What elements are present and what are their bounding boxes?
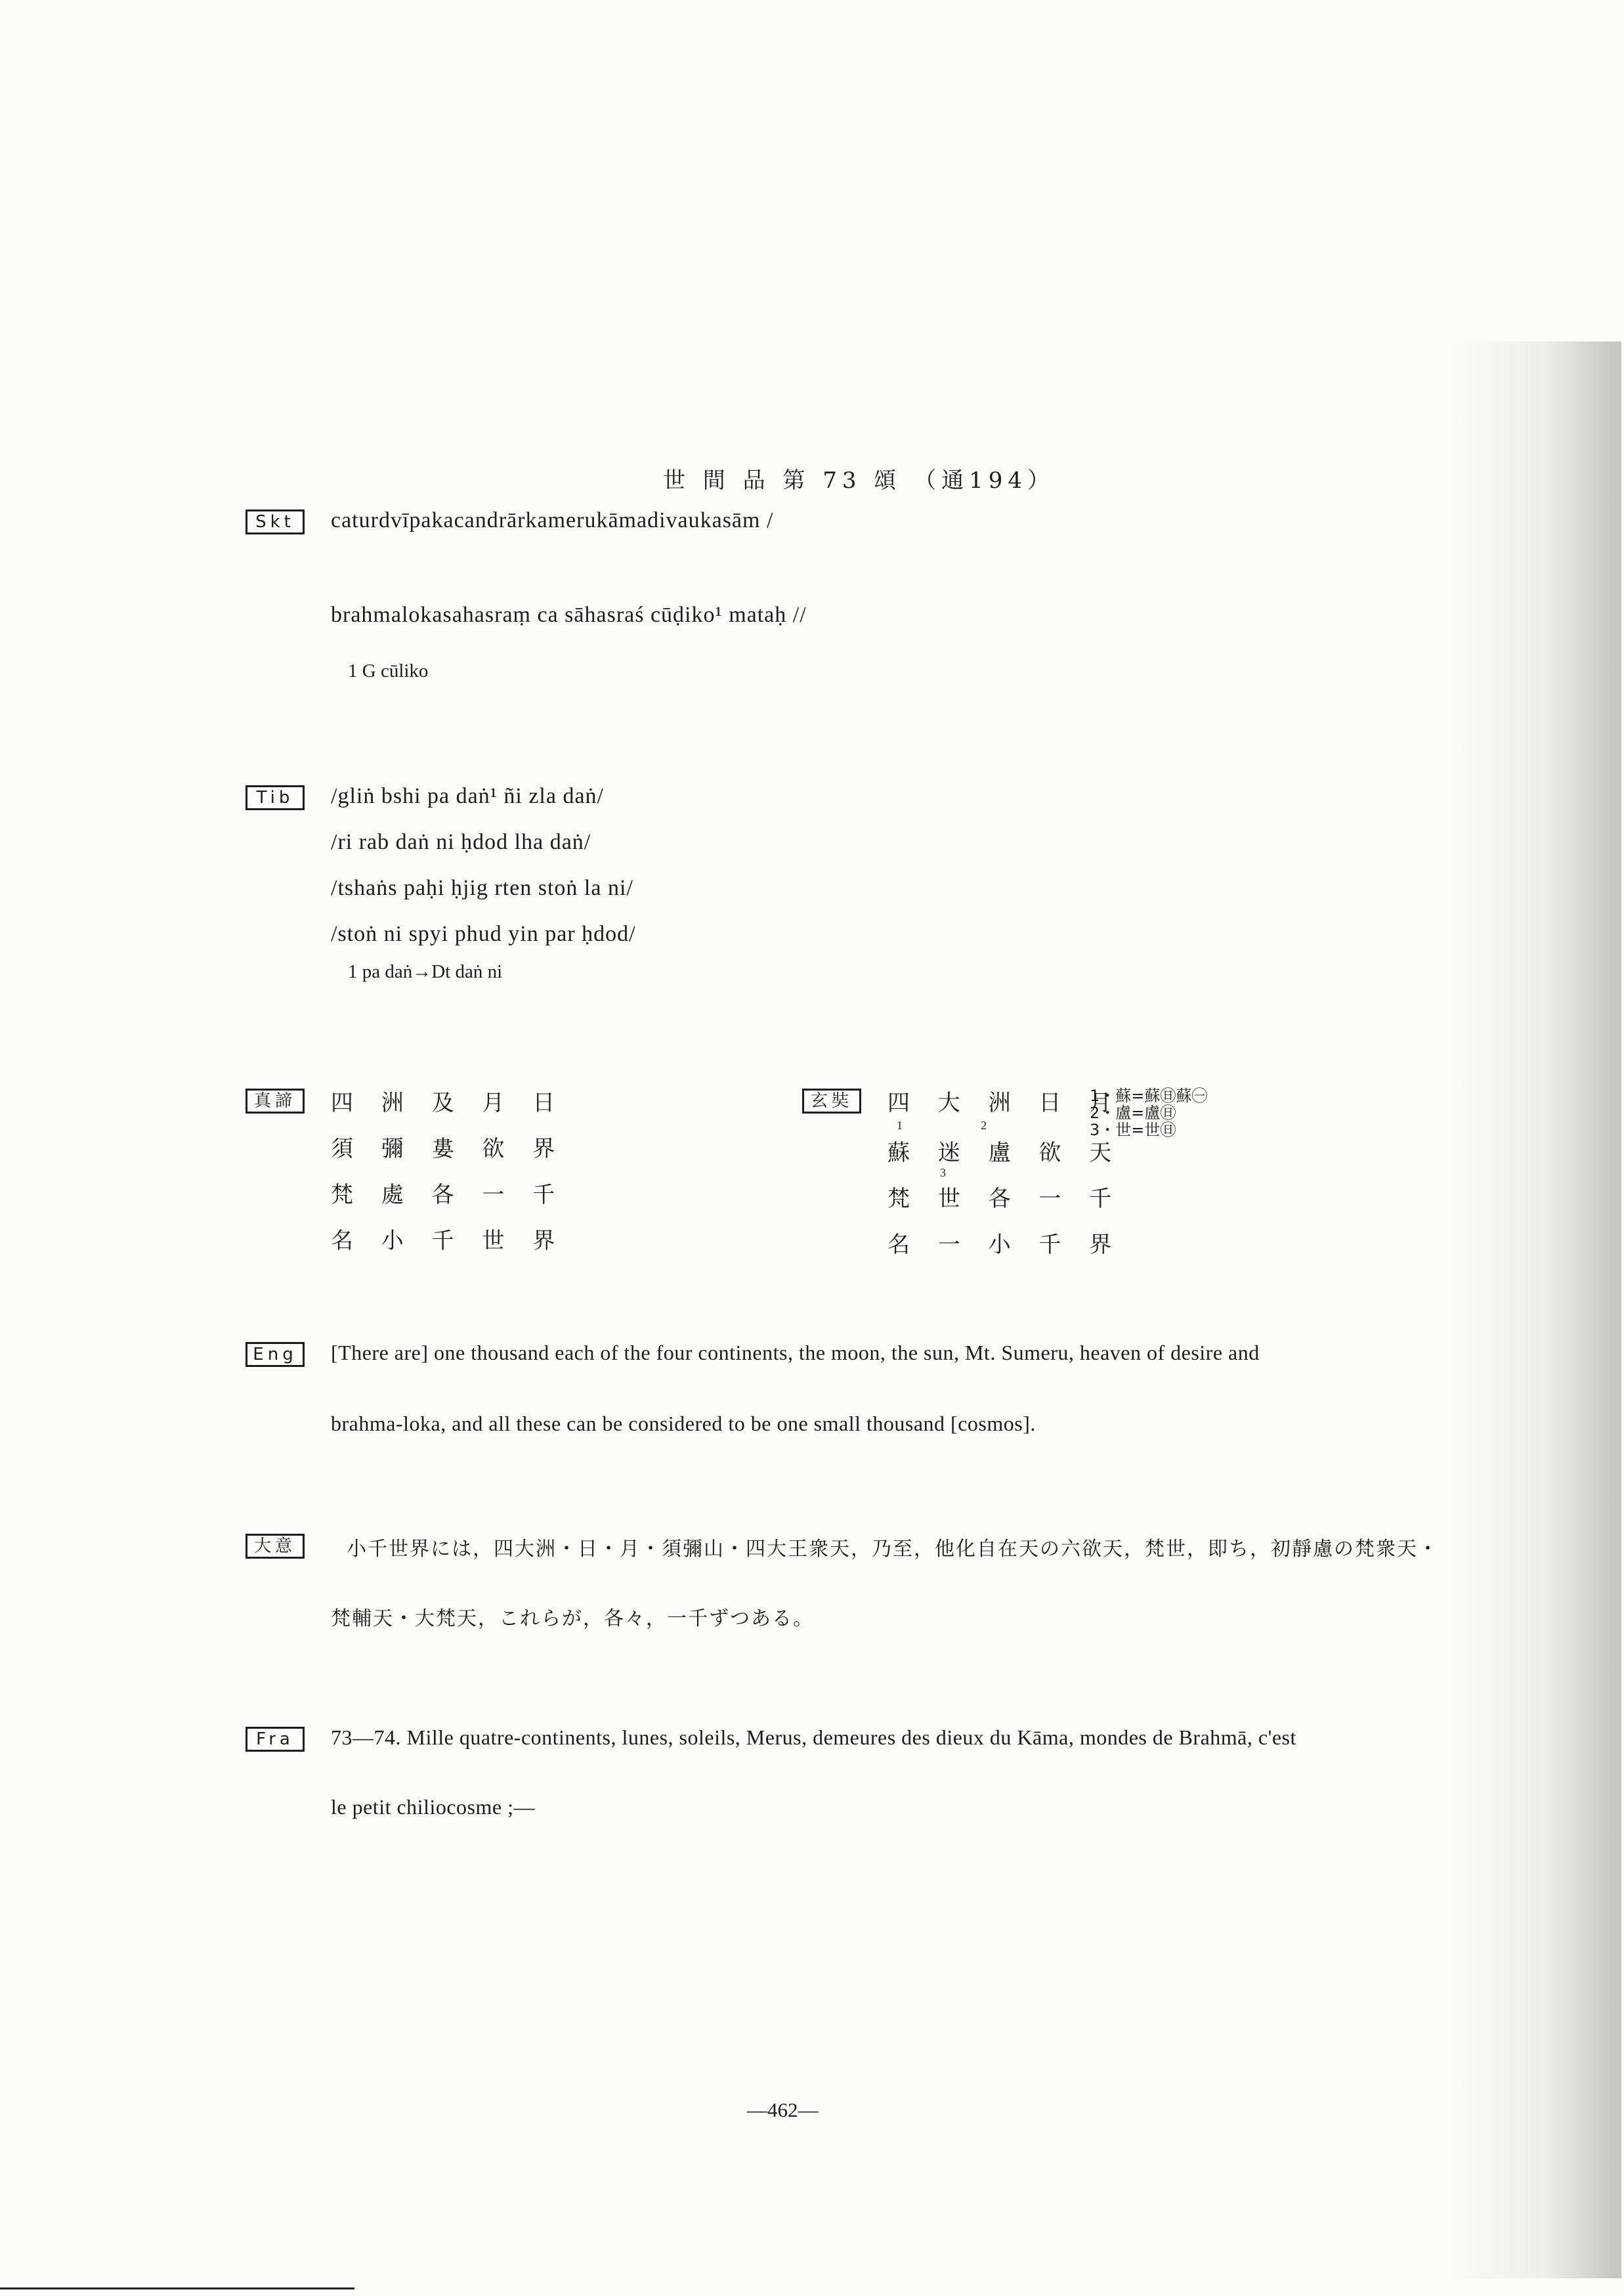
xuanzang-line-1: 四 大 洲 日 月 bbox=[887, 1090, 1122, 1116]
paramartha-line-2: 須 彌 婁 欲 界 bbox=[331, 1136, 566, 1162]
xuanzang-line-2: 蘇 迷 盧 欲 天 bbox=[887, 1140, 1122, 1166]
xuanzang-line-3: 梵 世 各 一 千 bbox=[887, 1186, 1122, 1212]
label-tib: Tib bbox=[246, 785, 305, 810]
label-skt: Skt bbox=[246, 509, 305, 534]
skt-line-2: brahmalokasahasraṃ ca sāhasraś cūḍiko¹ mataḥ // bbox=[331, 603, 807, 627]
page-number: —462— bbox=[747, 2098, 819, 2121]
taii-line-1: 小千世界には，四大洲・日・月・須彌山・四大王衆天，乃至，他化自在天の六欲天，梵世，即ち，初靜慮の梵衆天・ bbox=[347, 1538, 1439, 1561]
label-fra: Fra bbox=[246, 1727, 305, 1752]
skt-note: 1 G cūliko bbox=[348, 661, 429, 682]
bottom-rule bbox=[0, 2287, 354, 2289]
label-taii: 大意 bbox=[246, 1534, 305, 1559]
label-eng: Eng bbox=[246, 1342, 305, 1367]
eng-line-2: brahma-loka, and all these can be considered to be one small thousand [cosmos]. bbox=[331, 1412, 1036, 1435]
xuanzang-note-2: 2・盧=盧㊐ bbox=[1090, 1104, 1176, 1122]
label-paramartha: 真諦 bbox=[246, 1089, 305, 1114]
paramartha-line-3: 梵 處 各 一 千 bbox=[331, 1182, 566, 1208]
fra-line-2: le petit chiliocosme ;— bbox=[331, 1795, 535, 1819]
xuanzang-note-1: 1・蘇=蘇㊐蘇㊀ bbox=[1090, 1087, 1208, 1105]
tib-note: 1 pa daṅ→Dt daṅ ni bbox=[348, 961, 503, 982]
tib-line-4: /stoṅ ni spyi phud yin par ḥdod/ bbox=[331, 922, 636, 946]
xuanzang-superscript-2: 2 bbox=[981, 1119, 987, 1132]
scan-edge-shadow bbox=[1451, 341, 1621, 2278]
label-xuanzang: 玄奘 bbox=[802, 1089, 861, 1114]
tib-line-3: /tshaṅs paḥi ḥjig rten stoṅ la ni/ bbox=[331, 876, 633, 900]
verse-heading: 世 間 品 第 73 頌 （通194） bbox=[663, 467, 1056, 494]
xuanzang-superscript-3: 3 bbox=[940, 1166, 946, 1179]
xuanzang-superscript-1: 1 bbox=[897, 1119, 903, 1132]
skt-line-1: caturdvīpakacandrārkamerukāmadivaukasām / bbox=[331, 508, 774, 532]
paramartha-line-1: 四 洲 及 月 日 bbox=[331, 1090, 566, 1116]
tib-line-2: /ri rab daṅ ni ḥdod lha daṅ/ bbox=[331, 830, 591, 854]
tib-line-1: /gliṅ bshi pa daṅ¹ ñi zla daṅ/ bbox=[331, 784, 605, 808]
fra-line-1: 73—74. Mille quatre-continents, lunes, soleils, Merus, demeures des dieux du Kāma, mondes de Brahmā, c'est bbox=[331, 1725, 1296, 1749]
xuanzang-line-4: 名 一 小 千 界 bbox=[887, 1232, 1122, 1258]
xuanzang-note-3: 3・世=世㊐ bbox=[1090, 1121, 1176, 1139]
paramartha-line-4: 名 小 千 世 界 bbox=[331, 1228, 566, 1254]
taii-line-2: 梵輔天・大梵天，これらが，各々，一千ずつある。 bbox=[331, 1607, 814, 1630]
eng-line-1: [There are] one thousand each of the four continents, the moon, the sun, Mt. Sumeru, heaven of desire and bbox=[331, 1341, 1260, 1364]
